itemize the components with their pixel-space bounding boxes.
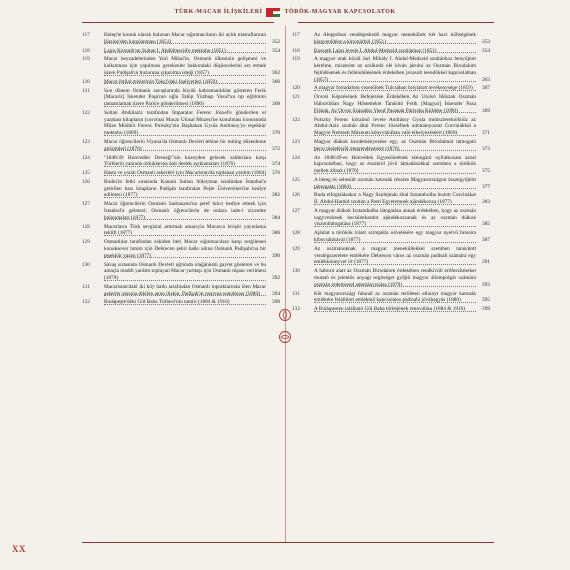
entry-number: 127 <box>82 201 90 208</box>
entry-number: 120 <box>82 78 90 85</box>
entry-page-number: 373 <box>482 145 490 152</box>
entry-title: A magyar diákok Isztambulba látogatása annak érdekében, hogy az oszmán nagyvezírnek becsületkardot ajándékozzanak és az oszmán diákok viszontlátogatása (1877) <box>314 208 476 228</box>
entry-title: Macar beyzadelerinden Yuri Mihal'in, Osmanlı ülkesinin gelişmesi ve kalkınması için yapılması gerekenler hakkındaki düşüncelerini arz etmek üzere Padişah'ın huzuruna çıkarılma isteği (1857) <box>104 56 266 76</box>
entry-title: A Budapesten található Gül Baba türbéjének renoválása (1884 & 1916) <box>314 306 466 313</box>
entry-number: 118 <box>82 47 90 54</box>
entry-number: 127 <box>292 208 300 215</box>
entry-title: Lajos Kossuth'un Sultan I. Abdülmecid'e mektubu (1851) <box>104 47 226 54</box>
entry-number: 128 <box>82 223 90 230</box>
entry-page-number: 385 <box>482 221 490 228</box>
entry-page-number: 369 <box>482 107 490 114</box>
ornament-icon <box>278 308 292 322</box>
flag-icon <box>266 8 280 17</box>
toc-entry <box>82 299 280 306</box>
entry-title: Macaristan'daki iki köy halkı tarafından Osmanlı topraklarında ölen Macar askerler anısına dikilen anıta ilişkin, Padişah'ın onayına sunulması (1880) <box>104 283 266 297</box>
entry-title: A háború alatt az Oszmán Birodalom érdekében rendkívüli erőfeszítéseket mutató és jelentős anyagi segítséget gyűjtő magyar állampolgár számára oszmán érdemrend adományozása (1879) <box>314 268 476 288</box>
entry-number: 117 <box>82 32 90 38</box>
entry-title: Macar ihtilal reislerinin Tokçi'daki faaliyetleri (1859) <box>104 78 218 85</box>
entry-page-number: 353 <box>482 38 490 45</box>
entry-title: A magyar urak közül Juri Mihály I. Abdul-Medzsid szultánhoz benyújtott kérelme, miszerint az uralkodó elé kíván járulni az Oszmán Birodalom fejlődésének és fellendülésének érdekében javasolt teendőkkel kapcsolatban (1857) <box>314 56 476 83</box>
toc-entry <box>292 208 490 228</box>
entry-page-number: 374 <box>272 161 280 168</box>
entry-page-number: 392 <box>272 274 280 281</box>
entry-title: Son dönem Osmanlı savaşlarında büyük kahramanlıklar gösteren Ferik [Macarlı] İskender Paşa'nın oğlu Tahip Yüzbaşı Yusuf'un tıp eğitimini tamamlamak üzere Paris'e gönderilmesi (1890) <box>104 87 266 108</box>
entry-number: 119 <box>292 56 300 63</box>
toc-entry <box>292 32 490 45</box>
entry-title: Macarların Türk sevgisini artırmak amacıyla Macarca broşür yayınlama teklifi (1877) <box>104 223 266 237</box>
entry-number: 119 <box>82 56 90 63</box>
entry-number: 123 <box>292 138 300 145</box>
entry-title: Halep'te konuk olarak bulunan Macar sığınmacıların iki aylık masraflarının Hazine'den karşılanması (1851) <box>104 32 266 45</box>
toc-entry <box>292 48 490 55</box>
toc-entry <box>82 88 280 108</box>
entry-number: 122 <box>292 116 300 123</box>
entry-number: 121 <box>292 94 300 101</box>
toc-entry <box>292 139 490 152</box>
toc-entry <box>292 117 490 137</box>
toc-entry <box>292 268 490 288</box>
toc-entry <box>292 85 490 92</box>
entry-number: 128 <box>292 230 300 237</box>
entry-number: 124 <box>292 154 300 161</box>
toc-entry <box>82 48 280 55</box>
toc-entry <box>292 94 490 114</box>
entry-page-number: 383 <box>482 199 490 206</box>
entry-page-number: 395 <box>482 297 490 304</box>
entry-title: Hasta ve yaralı Osmanlı askerleri için Macaristan'da toplanan yardım (1884) <box>104 170 267 177</box>
entry-page-number: 387 <box>482 237 490 244</box>
entry-page-number: 371 <box>482 130 490 137</box>
entry-title: Savaş sırasında Osmanlı Devleti uğrunda olağanüstü gayret gösteren ve bu amaçla maddi yardım toplayan Macar yurttaşı için Osmanlı nişanı verilmesi (1879) <box>104 261 266 281</box>
entry-page-number: 398 <box>272 299 280 306</box>
entry-number: 131 <box>292 290 300 297</box>
entry-page-number: 354 <box>272 47 280 54</box>
entry-number: 124 <box>82 154 90 161</box>
entry-number: 126 <box>82 179 90 186</box>
entry-page-number: 394 <box>272 290 280 297</box>
entry-number: 132 <box>82 299 90 306</box>
entry-title: Budin'in fethi sırasında Kanuni Sultan Süleyman tarafından İstanbul'a getirilen bazı kitapların Padişah tarafından Peşte Üniversitesi'ne hediye edilmesi (1877) <box>104 179 266 199</box>
entry-page-number: 362 <box>272 69 280 76</box>
entry-title: Budapeşte'deki Gül Baba Türbesi'nin tamiri (1884 & 1916) <box>104 299 230 306</box>
toc-entry <box>292 306 490 313</box>
entry-page-number: 393 <box>482 281 490 288</box>
entry-title: Orvosi Képzésének Befejezése Érdekében Az Utolsó Időszak Oszmán Háborúiban Nagy Hőstetteket Tanúsító Ferik [Magyar] İskender Pasa Fiának, Az Orvos Százados Yusuf Pasának Párizsba Küldése (1890) <box>314 94 476 114</box>
toc-entry <box>292 230 490 243</box>
header-rule-right <box>298 22 494 23</box>
entry-number: 132 <box>292 306 300 313</box>
entry-page-number: 382 <box>272 192 280 199</box>
entry-title: A beteg és sebesült oszmán katonák részére Magyarországon összegyűjtött támogatás (1884) <box>314 176 476 190</box>
entry-page-number: 384 <box>272 214 280 221</box>
entry-title: Sultan Abdülaziz tarafından İmparator Ferenc József'e gönderilen el yazması kitapların (corvina) Macar Ulusal Müzesi'ne konulması konusunda Müze Müdürü Ferenc Pulszky'nin Başbakan Gyula Andrássy'ye teşekkür mektubu (1869) <box>104 109 266 137</box>
entry-page-number: 390 <box>272 252 280 259</box>
entry-number: 131 <box>82 283 90 290</box>
entry-number: 121 <box>82 87 90 94</box>
entry-page-number: 370 <box>272 130 280 137</box>
entry-title: A magyar forradalom vezetőinek Tulcsában folytatott tevékenysége (1859) <box>314 85 473 92</box>
toc-entry <box>292 56 490 83</box>
toc-entry <box>82 201 280 221</box>
footer-rule <box>82 542 494 543</box>
entry-page-number: 368 <box>272 101 280 108</box>
ornament-icon <box>278 330 292 344</box>
running-header <box>0 4 570 20</box>
page-number: XX <box>12 544 26 554</box>
toc-entry <box>82 79 280 86</box>
entry-page-number: 391 <box>482 259 490 266</box>
entry-number: 130 <box>82 261 90 268</box>
entry-number: 117 <box>292 32 300 38</box>
entry-page-number: 375 <box>482 167 490 174</box>
entry-number: 125 <box>82 170 90 177</box>
entry-title: "1848/49 Honvedler Derneği"nin kuzeyden gelecek saldırılara karşı Türklerin yanında olduklarına dair destek açıklamaları (1876) <box>104 154 266 168</box>
entry-number: 126 <box>292 192 300 199</box>
entry-title: Macar öğrencilerin Osmanlı Sadrazamı'na şeref kılıcı hediye etmek için İstanbul'a gelmesi; Osmanlı öğrencilerin de onlara iade-i ziyarette bulunmaları (1877) <box>104 201 266 221</box>
entry-page-number: 376 <box>272 170 280 177</box>
toc-column-turkish <box>82 32 280 308</box>
entry-title: Kossuth Lajos levele I. Abdul-Medzsid szultánhoz (1851) <box>314 47 437 54</box>
entry-title: Ajánlat a törökök iránti szimpátia növelésére egy magyar nyelvű brosúra kibocsátásával (1877) <box>314 230 476 244</box>
entry-number: 129 <box>292 245 300 252</box>
toc-column-hungarian <box>292 32 490 315</box>
entry-title: Magyar diákok kezdeményezése egy, az Oszmán Birodalmat támogató bécsi tüntetésről megrendezésére (1876) <box>314 138 476 152</box>
entry-page-number: 367 <box>482 85 490 92</box>
toc-entry <box>82 170 280 177</box>
column-divider <box>285 26 286 542</box>
toc-entry <box>82 179 280 199</box>
toc-entry <box>292 192 490 205</box>
entry-page-number: 372 <box>272 145 280 152</box>
toc-entry <box>82 224 280 237</box>
entry-title: Az 1848/49-es Honvédek Egyesületének támogató nyilatkozata azzal kapcsolatban, hogy az északról jövő támadásokkal szemben a törökök mellett állnak (1876) <box>314 154 476 174</box>
toc-entry <box>82 56 280 76</box>
entry-number: 130 <box>292 268 300 275</box>
header-rule-left <box>82 22 274 23</box>
toc-entry <box>292 246 490 266</box>
entry-page-number: 363 <box>482 76 490 83</box>
entry-page-number: 399 <box>482 306 490 313</box>
toc-entry <box>292 291 490 304</box>
toc-entry <box>292 155 490 175</box>
toc-entry <box>82 262 280 282</box>
entry-title: Két magyarországi falunál az oszmán területen elhunyt magyar katonák emlékére felállított emlékmű kapcsolatos padisahi jóváhagyás (1880) <box>314 290 476 304</box>
entry-number: 120 <box>292 85 300 92</box>
toc-entry <box>82 32 280 45</box>
entry-page-number: 386 <box>272 230 280 237</box>
entry-page-number: 377 <box>482 183 490 190</box>
header-left-title: TÜRK-MACAR İLİŞKİLERİ <box>174 9 263 15</box>
entry-title: Osmanlılar tarafından eskiden beri Macar sığınmacılara karşı sergilenen konuksever tutum için Debrecen şehri halkı adına Osmanlı Padişahı'na bir teşekkür yazısı (1877) <box>104 239 266 259</box>
entry-number: 123 <box>82 138 90 145</box>
entry-page-number: 366 <box>272 78 280 85</box>
entry-number: 125 <box>292 176 300 183</box>
entry-number: 129 <box>82 239 90 246</box>
toc-entry <box>292 177 490 190</box>
toc-entry <box>82 155 280 168</box>
toc-entry <box>82 284 280 297</box>
toc-entry <box>82 239 280 259</box>
entry-number: 118 <box>292 47 300 54</box>
entry-title: Macar öğrencilerin Viyana'da Osmanlı Devleti lehine bir miting düzenleme girişimleri (1876) <box>104 138 266 152</box>
header-right-title: TÖRÖK-MAGYAR KAPCSOLATOK <box>284 9 396 15</box>
entry-title: Pulszky Ferenc köszönő levele Andrássy Gyula miniszterelnökhöz az Abdul-Aziz szultán által Ferenc Józsefnek adományozott Corvinákkal a Magyar Nemzeti Múzeum könyvtárában való elhelyezéséért (1869) <box>314 116 476 137</box>
toc-entry <box>82 139 280 152</box>
entry-title: Az oszmánoknak a magyar menekültekkel szemben tanúsított vendégszeretete emlékére Debrecen város az oszmán padisah számára egy emlékkönnyvet írt (1877) <box>314 245 476 266</box>
entry-page-number: 352 <box>272 38 280 45</box>
entry-number: 122 <box>82 109 90 116</box>
entry-title: Az Aleppóban vendégeskedő magyar menekültek két havi költségének kiegyenlítése a kincstárból (1851) <box>314 32 476 45</box>
toc-entry <box>82 110 280 137</box>
entry-title: Buda elfoglalásakor a Nagy Szulejmán által Isztambulba hozott Corvinákat II. Abdul-Hamid szultán a Pesti Egyetemnek ajándékozza (1877) <box>314 192 476 206</box>
entry-page-number: 354 <box>482 47 490 54</box>
